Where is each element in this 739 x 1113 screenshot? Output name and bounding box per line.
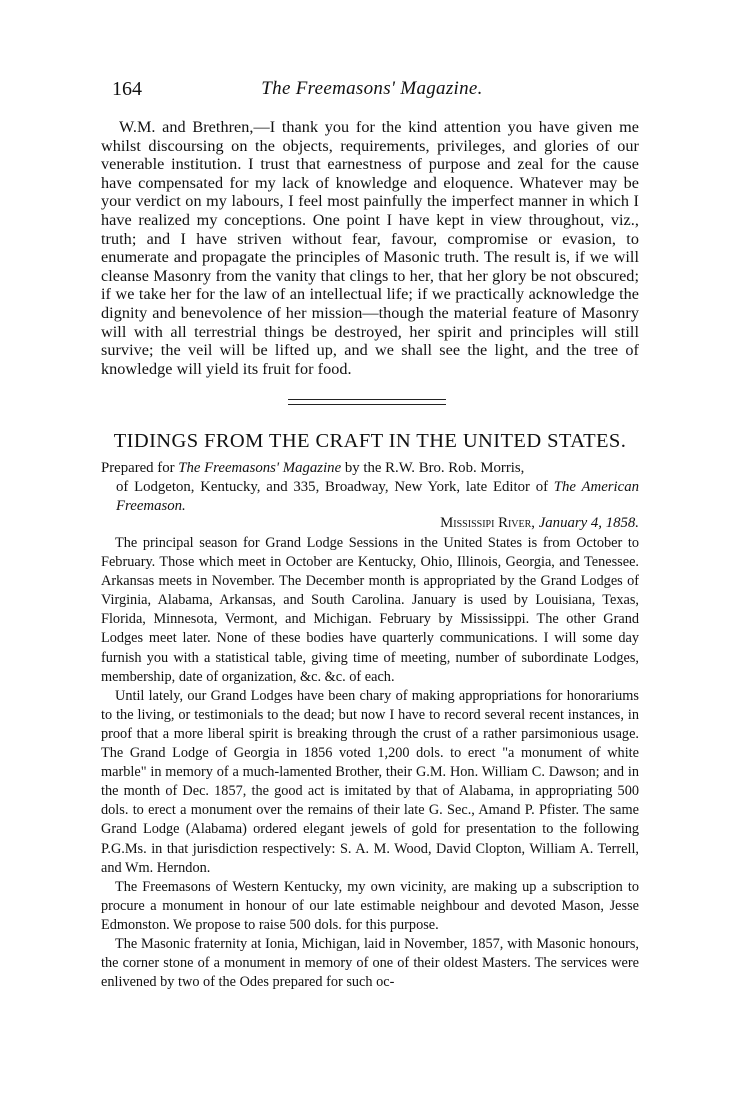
paragraph-text: W.M. and Brethren,—I thank you for the kind attention you have given me whilst discoursing on the objects, requirements, privileges, and glories of our venerable institution. I trust that earnestness of purpose and zeal for the cause have compensated for my lack of knowledge and eloquence. Whatever may be your verdict on my labours, I feel most painfully the imperfect manner in which I have realized my conceptions. One point I have kept in view throughout, viz., truth; and I have striven without fear, favour, compromise or evasion, to enumerate and propagate the principles of Masonic truth. The result is, if we will cleanse Masonry from the vanity that clings to her, that her glory be not obscured; if we take her for the law of an intellectual life; if we practically acknowledge the dignity and benevolence of her mission—though the material feature of Masonry will with all terrestrial things be destroyed, her spirit and principles will still survive; the veil will be lifted up, and we shall see the light, and the tree of knowledge will yield its fruit for food. — [101, 118, 639, 378]
section-divider-bottom — [288, 404, 446, 405]
byline-former-publication: The American Freemason. — [116, 479, 640, 514]
page-header — [112, 78, 632, 104]
byline-magazine: The Freemasons' Magazine — [178, 460, 342, 476]
dateline-date: January 4, 1858. — [538, 515, 639, 531]
article-paragraph: The Masonic fraternity at Ionia, Michigan, laid in November, 1857, with Masonic honours, the corner stone of a monument in memory of one of their oldest Masters. The services were enlivened by two of the Odes prepared for such oc- — [101, 935, 639, 991]
article-paragraph: Until lately, our Grand Lodges have been chary of making appropriations for honorariums to the living, or testimonials to the dead; but now I have to record several recent instances, in proof that a more liberal spirit is breaking through the crust of a rather parsimonious usage. The Grand Lodge of Georgia in 1856 voted 1,200 dols. to erect "a monument of white marble" in memory of a much-lamented Brother, their G.M. Hon. William C. Dawson; and in the month of Dec. 1857, the good act is imitated by that of Alabama, in appropriating 500 dols. to erect a monument over the remains of their late G. Sec., Amand P. Pfister. The same Grand Lodge (Alabama) ordered elegant jewels of gold for presentation to the following P.G.Ms. in that jurisdiction respectively: S. A. M. Wood, David Clopton, William A. Terrell, and Wm. Herndon. — [101, 687, 639, 876]
article-body — [101, 534, 639, 992]
article-byline — [101, 459, 639, 516]
byline-prepared: Prepared for — [101, 460, 175, 476]
page-number: 164 — [112, 78, 142, 100]
closing-address-paragraph — [101, 118, 639, 378]
dateline — [101, 515, 639, 532]
section-divider-top — [288, 399, 446, 400]
article-paragraph: The principal season for Grand Lodge Sessions in the United States is from October to February. Those which meet in October are Kentucky, Ohio, Illinois, Georgia, and Tenessee. Arkansas meets in November. The December month is appropriated by the Grand Lodges of Virginia, Alabama, Arkansas, and South Carolina. January is used by Louisiana, Texas, Florida, Minnesota, Vermont, and Michigan. February by Mississippi. The other Grand Lodges meet later. None of these bodies have quarterly communications. I will some day furnish you with a statistical table, giving time of meeting, number of subordinate Lodges, membership, date of organization, &c. &c. of each. — [101, 535, 639, 685]
dateline-place: Mississipi River, — [440, 515, 536, 531]
article-title: TIDINGS FROM THE CRAFT IN THE UNITED STATES. — [113, 430, 627, 452]
article-paragraph: The Freemasons of Western Kentucky, my own vicinity, are making up a subscription to procure a monument in honour of our late estimable neighbour and devoted Mason, Jesse Edmonston. We propose to raise 500 dols. for this purpose. — [101, 878, 639, 933]
byline-location: of Lodgeton, Kentucky, and 335, Broadway, New York, late Editor of — [116, 479, 549, 495]
byline-author: by the R.W. Bro. Rob. Morris, — [344, 460, 525, 476]
running-title: The Freemasons' Magazine. — [261, 78, 483, 99]
